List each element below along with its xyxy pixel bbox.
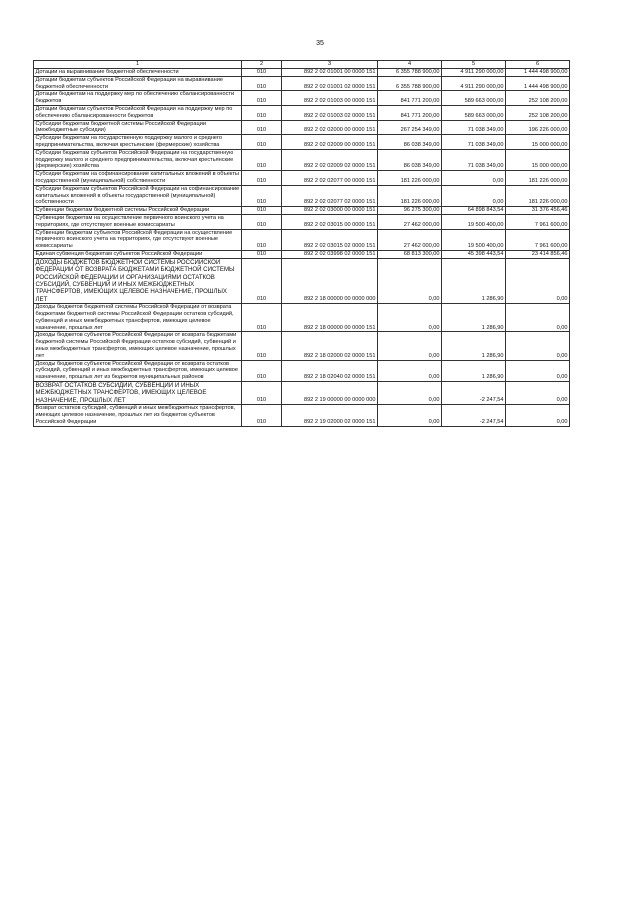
budget-code-cell: 892 2 02 02077 00 0000 151: [282, 171, 378, 186]
executed-amount-cell: -2 247,54: [442, 381, 506, 404]
budget-code-cell: 892 2 02 03015 00 0000 151: [282, 214, 378, 229]
budget-execution-table: [33, 60, 570, 427]
line-code-cell: 010: [242, 135, 282, 150]
executed-amount-cell: -2 247,54: [442, 405, 506, 426]
table-row: [34, 76, 570, 91]
income-name-cell: Возврат остатков субсидий, субвенций и иных межбюджетных трансфертов, имеющих целевое назначение, прошлых лет из бюджетов субъектов Российской Федерации: [34, 405, 242, 426]
remaining-amount-cell: 181 226 000,00: [506, 171, 570, 186]
remaining-amount-cell: 1 444 498 900,00: [506, 69, 570, 77]
approved-amount-cell: 0,00: [378, 304, 442, 332]
page-number: 35: [316, 40, 324, 47]
executed-amount-cell: 19 500 400,00: [442, 214, 506, 229]
income-name-cell: Доходы бюджетов субъектов Российской Федерации от возврата остатков субсидий, субвенций и иных межбюджетных трансфертов, имеющих целевое назначение, прошлых лет из бюджетов муниципальных районов: [34, 360, 242, 381]
column-header: 3: [282, 61, 378, 69]
table-row: [34, 250, 570, 258]
line-code-cell: 010: [242, 360, 282, 381]
executed-amount-cell: 589 663 000,00: [442, 91, 506, 106]
remaining-amount-cell: 0,00: [506, 381, 570, 404]
line-code-cell: 010: [242, 149, 282, 170]
budget-code-cell: 892 2 02 01001 00 0000 151: [282, 69, 378, 77]
line-code-cell: 010: [242, 171, 282, 186]
table-row: [34, 135, 570, 150]
line-code-cell: 010: [242, 214, 282, 229]
executed-amount-cell: 1 286,90: [442, 332, 506, 360]
column-header: 2: [242, 61, 282, 69]
table-row: [34, 214, 570, 229]
table-header-row: [34, 61, 570, 69]
income-name-cell: Субвенции бюджетам на осуществление первичного воинского учета на территориях, где отсутствуют военные комиссариаты: [34, 214, 242, 229]
budget-code-cell: 892 2 18 02000 02 0000 151: [282, 332, 378, 360]
approved-amount-cell: 0,00: [378, 381, 442, 404]
line-code-cell: 010: [242, 207, 282, 215]
budget-code-cell: 892 2 02 02077 02 0000 151: [282, 185, 378, 206]
budget-code-cell: 892 2 18 00000 00 0000 151: [282, 304, 378, 332]
table-row: [34, 185, 570, 206]
approved-amount-cell: 0,00: [378, 405, 442, 426]
table-row: [34, 171, 570, 186]
income-name-cell: Дотации бюджетам субъектов Российской Федерации на выравнивание бюджетной обеспеченности: [34, 76, 242, 91]
remaining-amount-cell: 0,00: [506, 360, 570, 381]
remaining-amount-cell: 181 226 000,00: [506, 185, 570, 206]
line-code-cell: 010: [242, 405, 282, 426]
budget-code-cell: 892 2 02 02009 02 0000 151: [282, 149, 378, 170]
table-body: [34, 69, 570, 427]
table-row: [34, 405, 570, 426]
approved-amount-cell: 86 038 349,00: [378, 135, 442, 150]
income-name-cell: Единая субвенция бюджетам субъектов Российской Федерации: [34, 250, 242, 258]
approved-amount-cell: 27 462 000,00: [378, 229, 442, 250]
approved-amount-cell: 267 254 349,00: [378, 120, 442, 135]
line-code-cell: 010: [242, 76, 282, 91]
table-row: [34, 120, 570, 135]
budget-code-cell: 892 2 19 02000 02 0000 151: [282, 405, 378, 426]
table-row: [34, 149, 570, 170]
budget-code-cell: 892 2 02 03015 02 0000 151: [282, 229, 378, 250]
income-name-cell: Субсидии бюджетам субъектов Российской Федерации на государственную поддержку малого и среднего предпринимательства, включая крестьянские (фермерские) хозяйства: [34, 149, 242, 170]
line-code-cell: 010: [242, 185, 282, 206]
executed-amount-cell: 1 286,90: [442, 304, 506, 332]
approved-amount-cell: 6 355 788 900,00: [378, 76, 442, 91]
line-code-cell: 010: [242, 332, 282, 360]
remaining-amount-cell: 252 108 200,00: [506, 105, 570, 120]
budget-code-cell: 892 2 02 02000 00 0000 151: [282, 120, 378, 135]
income-name-cell: Субсидии бюджетам субъектов Российской Федерации на софинансирование капитальных вложений в объекты государственной (муниципальной) собственности: [34, 185, 242, 206]
line-code-cell: 010: [242, 105, 282, 120]
income-name-cell: Доходы бюджетов бюджетной системы Российской Федерации от возврата бюджетами бюджетной системы Российской Федерации остатков субсидий, субвенций и иных межбюджетных трансфертов, имеющих целевое назначение, прошлых лет: [34, 304, 242, 332]
column-header: 4: [378, 61, 442, 69]
approved-amount-cell: 86 038 349,00: [378, 149, 442, 170]
remaining-amount-cell: 7 961 600,00: [506, 214, 570, 229]
income-name-cell: Субсидии бюджетам бюджетной системы Российской Федерации (межбюджетные субсидии): [34, 120, 242, 135]
executed-amount-cell: 71 038 349,00: [442, 120, 506, 135]
budget-code-cell: 892 2 18 02040 02 0000 151: [282, 360, 378, 381]
approved-amount-cell: 181 226 000,00: [378, 171, 442, 186]
remaining-amount-cell: 15 000 000,00: [506, 149, 570, 170]
approved-amount-cell: 0,00: [378, 258, 442, 303]
line-code-cell: 010: [242, 91, 282, 106]
remaining-amount-cell: 1 444 498 900,00: [506, 76, 570, 91]
table-row: [34, 381, 570, 404]
budget-code-cell: 892 2 02 01001 02 0000 151: [282, 76, 378, 91]
executed-amount-cell: 45 398 443,54: [442, 250, 506, 258]
budget-code-cell: 892 2 02 02009 00 0000 151: [282, 135, 378, 150]
table-row: [34, 91, 570, 106]
executed-amount-cell: 4 911 290 000,00: [442, 76, 506, 91]
income-name-cell: ВОЗВРАТ ОСТАТКОВ СУБСИДИЙ, СУБВЕНЦИЙ И ИНЫХ МЕЖБЮДЖЕТНЫХ ТРАНСФЕРТОВ, ИМЕЮЩИХ ЦЕЛЕВОЕ НАЗНАЧЕНИЕ, ПРОШЛЫХ ЛЕТ: [34, 381, 242, 404]
income-name-cell: Субсидии бюджетам на софинансирование капитальных вложений в объекты государственной (муниципальной) собственности: [34, 171, 242, 186]
executed-amount-cell: 71 038 349,00: [442, 149, 506, 170]
line-code-cell: 010: [242, 250, 282, 258]
budget-code-cell: 892 2 02 01003 00 0000 151: [282, 91, 378, 106]
approved-amount-cell: 0,00: [378, 332, 442, 360]
remaining-amount-cell: 7 961 600,00: [506, 229, 570, 250]
remaining-amount-cell: 0,00: [506, 332, 570, 360]
table-row: [34, 69, 570, 77]
approved-amount-cell: 6 355 788 900,00: [378, 69, 442, 77]
income-name-cell: Дотации на выравнивание бюджетной обеспеченности: [34, 69, 242, 77]
remaining-amount-cell: 252 108 200,00: [506, 91, 570, 106]
budget-code-cell: 892 2 18 00000 00 0000 000: [282, 258, 378, 303]
income-name-cell: Дотации бюджетам на поддержку мер по обеспечению сбалансированности бюджетов: [34, 91, 242, 106]
budget-code-cell: 892 2 19 00000 00 0000 000: [282, 381, 378, 404]
remaining-amount-cell: 23 414 856,46: [506, 250, 570, 258]
executed-amount-cell: 1 286,90: [442, 360, 506, 381]
line-code-cell: 010: [242, 229, 282, 250]
table-row: [34, 207, 570, 215]
column-header: 1: [34, 61, 242, 69]
executed-amount-cell: 4 911 290 000,00: [442, 69, 506, 77]
approved-amount-cell: 27 462 000,00: [378, 214, 442, 229]
remaining-amount-cell: 0,00: [506, 258, 570, 303]
table-row: [34, 105, 570, 120]
income-name-cell: Дотации бюджетам субъектов Российской Федерации на поддержку мер по обеспечению сбалансированности бюджетов: [34, 105, 242, 120]
budget-code-cell: 892 2 02 03998 02 0000 151: [282, 250, 378, 258]
column-header: 6: [506, 61, 570, 69]
budget-code-cell: 892 2 02 01003 02 0000 151: [282, 105, 378, 120]
remaining-amount-cell: 15 000 000,00: [506, 135, 570, 150]
line-code-cell: 010: [242, 381, 282, 404]
table-row: [34, 332, 570, 360]
table-row: [34, 258, 570, 303]
approved-amount-cell: 0,00: [378, 360, 442, 381]
line-code-cell: 010: [242, 304, 282, 332]
executed-amount-cell: 1 286,90: [442, 258, 506, 303]
approved-amount-cell: 96 275 300,00: [378, 207, 442, 215]
income-name-cell: Доходы бюджетов субъектов Российской Федерации от возврата бюджетами бюджетной системы Российской Федерации остатков субсидий, субвенций и иных межбюджетных трансфертов, имеющих целевое назначение, прошлых лет: [34, 332, 242, 360]
executed-amount-cell: 64 898 843,54: [442, 207, 506, 215]
income-name-cell: Субвенции бюджетам субъектов Российской Федерации на осуществление первичного воинского учета на территориях, где отсутствуют военные комиссариаты: [34, 229, 242, 250]
line-code-cell: 010: [242, 69, 282, 77]
executed-amount-cell: 0,00: [442, 185, 506, 206]
table-row: [34, 304, 570, 332]
table-row: [34, 229, 570, 250]
table-row: [34, 360, 570, 381]
approved-amount-cell: 841 771 200,00: [378, 105, 442, 120]
line-code-cell: 010: [242, 258, 282, 303]
column-header: 5: [442, 61, 506, 69]
executed-amount-cell: 71 038 349,00: [442, 135, 506, 150]
approved-amount-cell: 68 813 300,00: [378, 250, 442, 258]
approved-amount-cell: 181 226 000,00: [378, 185, 442, 206]
line-code-cell: 010: [242, 120, 282, 135]
executed-amount-cell: 19 500 400,00: [442, 229, 506, 250]
income-name-cell: Субвенции бюджетам бюджетной системы Российской Федерации: [34, 207, 242, 215]
executed-amount-cell: 0,00: [442, 171, 506, 186]
remaining-amount-cell: 0,00: [506, 304, 570, 332]
budget-code-cell: 892 2 02 03000 00 0000 151: [282, 207, 378, 215]
income-name-cell: Субсидии бюджетам на государственную поддержку малого и среднего предпринимательства, включая крестьянские (фермерские) хозяйства: [34, 135, 242, 150]
remaining-amount-cell: 31 376 456,46: [506, 207, 570, 215]
remaining-amount-cell: 196 226 000,00: [506, 120, 570, 135]
remaining-amount-cell: 0,00: [506, 405, 570, 426]
executed-amount-cell: 589 663 000,00: [442, 105, 506, 120]
approved-amount-cell: 841 771 200,00: [378, 91, 442, 106]
income-name-cell: ДОХОДЫ БЮДЖЕТОВ БЮДЖЕТНОЙ СИСТЕМЫ РОССИЙСКОЙ ФЕДЕРАЦИИ ОТ ВОЗВРАТА БЮДЖЕТАМИ БЮДЖЕТНОЙ СИСТЕМЫ РОССИЙСКОЙ ФЕДЕРАЦИИ И ОРГАНИЗАЦИЯМИ ОСТАТКОВ СУБСИДИЙ, СУБВЕНЦИЙ И ИНЫХ МЕЖБЮДЖЕТНЫХ ТРАНСФЕРТОВ, ИМЕЮЩИХ ЦЕЛЕВОЕ НАЗНАЧЕНИЕ, ПРОШЛЫХ ЛЕТ: [34, 258, 242, 303]
